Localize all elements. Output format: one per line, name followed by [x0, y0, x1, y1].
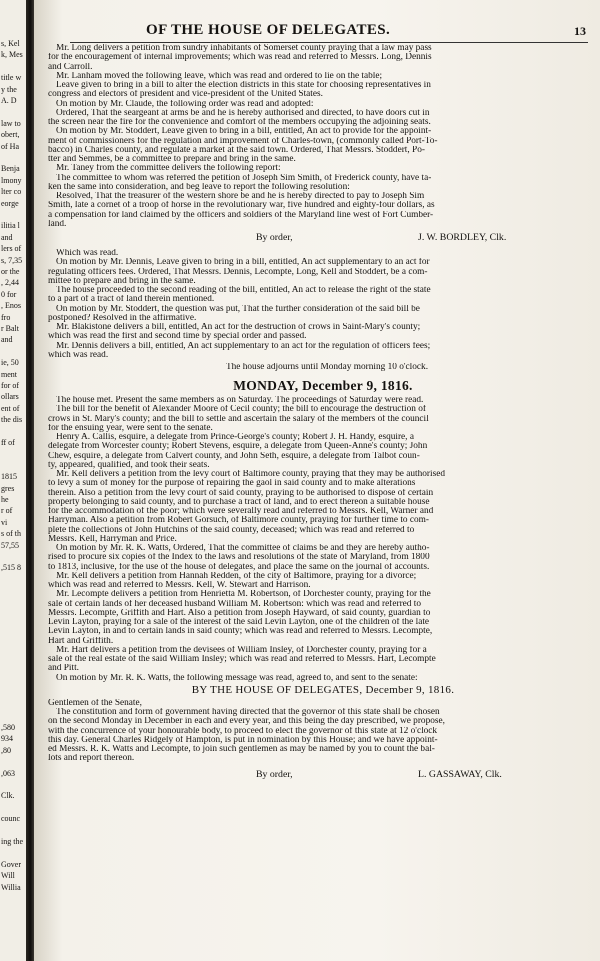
text-line: to 1813, inclusive, for the use of the house of delegates, and place the same on the journal of accounts. [48, 562, 430, 572]
text-line: Mr. Blakistone delivers a bill, entitled, An act for the destruction of crows in Saint-Mary's county; [56, 323, 421, 332]
clerk-signature: J. W. BORDLEY, Clk. [418, 233, 507, 243]
text-line: for the encouragement of internal improvements; which was read and referred to Messrs. Long, Dennis [48, 53, 432, 63]
text-line: to levy a sum of money for the purpose of repairing the gaol in said county and to make alterations [48, 479, 416, 489]
page-title: OF THE HOUSE OF DELEGATES. [146, 22, 391, 38]
margin-fragment: r Balt [1, 325, 19, 333]
margin-fragment: 57,55 [1, 541, 19, 550]
text-line: and Pitt. [48, 664, 79, 674]
adjournment-line: The house adjourns until Monday morning 10 o'clock. [225, 363, 429, 372]
text-line: sale of certain lands of her deceased husband William M. Robertson: which was read and referred to [48, 599, 422, 609]
margin-fragment: 0 for [1, 290, 17, 299]
text-line: tter and Semmes, be a committee to prepare and bring in the same. [48, 155, 296, 164]
text-line: Mr. Taney from the committee delivers the following report: [56, 164, 281, 174]
text-line: The house met. Present the same members as on Saturday. The proceedings of Saturday were read. [56, 396, 424, 405]
text-line: therein. Also a petition from the levy court of said county, praying to be authorised to dispose of certain [48, 488, 434, 498]
document-page [34, 0, 600, 961]
margin-fragment: ent of [1, 404, 20, 413]
text-line: Levin Layton, praying for a sale of the interest of the said Levin Layton, one of the children of the late [48, 618, 430, 627]
margin-fragment: s of th [1, 530, 21, 539]
text-line: Ordered, That the seargeant at arms be and he is hereby authorised and directed, to have doors cut in [56, 108, 430, 118]
margin-fragment: s, Kel [1, 40, 20, 48]
text-line: which was read and referred to Messrs. Kell, W. Stewart and Harrison. [48, 581, 311, 590]
margin-fragment: fro [1, 313, 11, 322]
header-rule [70, 42, 588, 43]
margin-fragment: y the [1, 85, 17, 94]
margin-fragment: or the [1, 268, 20, 276]
margin-fragment: lter co [1, 188, 22, 197]
margin-fragment: counc [1, 815, 21, 824]
margin-fragment: , 2,44 [1, 279, 19, 288]
text-line: On motion by Mr. Dennis, Leave given to bring in a bill, entitled, An act supplementary to an act for [56, 258, 430, 268]
text-line: Chew, esquire, a delegate from Calvert county, and John Seth, esquire, a delegate from Talbot coun- [48, 451, 420, 461]
margin-fragment: Gover [1, 860, 21, 869]
margin-fragment: ff of [1, 439, 15, 447]
clerk-signature: L. GASSAWAY, Clk. [418, 769, 502, 780]
text-line: Mr. Long delivers a petition from sundry inhabitants of Somerset county praying that a law may pass [56, 44, 432, 53]
text-line: and Carroll. [48, 62, 93, 72]
text-line: Messrs. Lecompte, Griffith and Hart. Also a petition from Joseph Hayward, of said county, guardian to [48, 608, 431, 618]
margin-fragment: the dis [1, 416, 23, 425]
text-line: ken the same into consideration, and beg leave to report the following resolution: [48, 182, 350, 192]
text-line: Leave given to bring in a bill to alter the election districts in this state for choosing representatives in [56, 81, 431, 90]
page-header [116, 22, 586, 42]
margin-fragment: lmony [1, 176, 22, 185]
margin-fragment: Clk. [1, 792, 15, 801]
text-line: for the ensuing year, were sent to the senate. [48, 423, 213, 433]
margin-fragment: k, Mes [1, 51, 23, 60]
text-line: ed Messrs. R. K. Watts and Lecompte, to join such gentlemen as may be named by you to count the bal- [48, 745, 435, 754]
margin-fragment: and [1, 233, 13, 242]
salutation-line: Gentlemen of the Senate, [48, 698, 142, 708]
text-line: Resolved, That the treasurer of the western shore be and he is hereby directed to pay to Joseph Sim [56, 192, 425, 201]
margin-fragment: 934 [1, 735, 13, 744]
text-line: The constitution and form of government having directed that the governor of this state shall be chosen [56, 708, 440, 717]
text-line: On motion by Mr. Stoddert, Leave given to bring in a bill, entitled, An act to provide for the appoint- [56, 127, 432, 137]
text-line: Levin Layton, in and to certain lands in said county; which was read and referred to Messrs. Lecompte, [48, 627, 433, 637]
text-line: which was read the first and second time by special order and passed. [48, 332, 307, 342]
left-margin-strip [0, 0, 26, 961]
margin-fragment: s, 7,35 [1, 256, 23, 265]
text-line: mittee to prepare and bring in the same. [48, 276, 196, 286]
text-line: Mr. Kell delivers a petition from Hannah Redden, of the city of Baltimore, praying for a divorce; [56, 571, 417, 581]
order-signature-gassaway [34, 770, 600, 782]
text-line: ment of commissioners for the regulation and improvement of Charles-town, (commonly called Port-To- [48, 136, 438, 146]
margin-fragment: ,580 [1, 724, 15, 732]
text-line: Mr. Dennis delivers a bill, entitled, An act supplementary to an act for the regulation of officers fees; [56, 341, 431, 351]
margin-fragment: ,063 [1, 769, 15, 778]
margin-fragment: obert, [1, 131, 20, 140]
margin-fragment: , Enos [1, 302, 21, 311]
text-line: The house proceeded to the second reading of the bill, entitled, An act to release the right of the state [56, 286, 431, 295]
margin-fragment: 1815 [1, 473, 17, 482]
by-order-text: By order, [256, 233, 293, 243]
margin-fragment: A. D [1, 97, 17, 105]
text-line: with the concurrence of your honourable body, to proceed to elect the governor of this state at 12 o'clock [48, 726, 438, 736]
text-line: crows in St. Mary's county; and the bill to settle and ascertain the salary of the members of the council [48, 414, 429, 424]
book-spine-shadow [26, 0, 34, 961]
text-line: this day. General Charles Ridgely of Hampton, is put in nomination by this House; and we have appoint- [48, 735, 438, 745]
text-line: for the accommodation of the poor; which were severally read and referred to Messrs. Kell, Warner and [48, 507, 434, 516]
margin-fragment: for of [1, 382, 19, 390]
text-line: congress and electors of president and vice-president of the United States. [48, 90, 323, 100]
margin-fragment: r of [1, 507, 13, 516]
margin-fragment: law to [1, 119, 21, 128]
text-line: Mr. Kell delivers a petition from the levy court of Baltimore county, praying that they may be authorised [56, 470, 445, 479]
text-line: delegate from Worcester county; Robert Stevens, esquire, a delegate from Queen-Anne's county; John [48, 442, 428, 452]
text-line: postponed? Resolved in the affirmative. [48, 313, 197, 323]
text-line: The committee to whom was referred the petition of Joseph Sim Smith, of Frederick county, have ta- [56, 173, 432, 183]
text-line: Which was read. [56, 249, 119, 258]
text-line: ty, appeared, qualified, and took their seats. [48, 460, 210, 470]
text-line: the screen near the fire for the convenience and comfort of the members occupying the adjoining seats. [48, 118, 431, 127]
text-line: Smith, late a cornet of a troop of horse in the revolutionary war, five hundred and eighty-four dollars, as [48, 201, 435, 211]
text-line: regulating officers fees. Ordered, That Messrs. Dennis, Lecompte, Long, Kell and Stoddert, be a com- [48, 267, 428, 277]
margin-fragment: ilitia l [1, 222, 20, 231]
text-line: to a part of a tract of land therein mentioned. [48, 295, 215, 305]
margin-fragment: Willia [1, 883, 21, 892]
text-line: The bill for the benefit of Alexander Moore of Cecil county; the bill to encourage the destruction of [56, 405, 426, 415]
margin-fragment: eorge [1, 199, 19, 208]
margin-fragment: and [1, 336, 13, 345]
text-line: Mr. Lanham moved the following leave, which was read and ordered to lie on the table; [56, 71, 383, 81]
date-heading: MONDAY, December 9, 1816. [233, 379, 413, 393]
text-line: property belonging to said county, and to purchase a tract of land, and to erect thereon a suitable house [48, 497, 430, 507]
text-line: On motion by Mr. Claude, the following order was read and adopted: [56, 99, 314, 109]
text-line: on the second Monday in December in each and every year, and this being the day prescribed, we propose, [48, 717, 445, 727]
text-line: plete the collections of John Hutchins of the said county, deceased; which was read and referred to [48, 525, 415, 535]
margin-fragment: ie, 50 [1, 359, 19, 368]
text-line: lots and report thereon. [48, 754, 135, 764]
text-line: sale of the real estate of the said William Insley; which was read and referred to Messrs. Hart, Lecompte [48, 655, 436, 664]
text-line: Mr. Hart delivers a petition from the devisees of William Insley, of Dorchester county, praying for a [56, 645, 427, 655]
margin-fragment: he [1, 496, 9, 504]
text-line: On motion by Mr. Stoddert, the question was put, That the further consideration of the said bill be [56, 304, 420, 314]
margin-fragment: lers of [1, 245, 22, 254]
text-line: Henry A. Callis, esquire, a delegate from Prince-George's county; Robert J. H. Handy, esquire, a [56, 433, 414, 442]
text-line: On motion by Mr. R. K. Watts, the following message was read, agreed to, and sent to the senate: [56, 673, 418, 683]
margin-fragment: of Ha [1, 142, 19, 151]
margin-fragment: Will [1, 872, 15, 881]
margin-fragment: title w [1, 74, 22, 83]
margin-fragment: gres [1, 484, 15, 493]
text-line: Mr. Lecompte delivers a petition from Henrietta M. Robertson, of Dorchester county, praying for the [56, 590, 431, 600]
margin-fragment: ollars [1, 393, 19, 402]
text-line: Messrs. Kell, Harryman and Price. [48, 534, 177, 544]
margin-fragment: vi [1, 518, 8, 527]
message-heading: BY THE HOUSE OF DELEGATES, December 9, 1816. [191, 684, 455, 696]
margin-fragment: Benja [1, 165, 20, 174]
margin-fragment: ,80 [1, 746, 11, 755]
text-line: bacco) in Charles county, and regulate a market at the said town. Ordered, That Messrs. Stoddert, Po- [48, 145, 425, 155]
margin-fragment: ing the [1, 838, 23, 846]
by-order-text: By order, [256, 769, 293, 780]
journal-text [34, 44, 600, 960]
order-signature-bordley [34, 233, 600, 245]
text-line: Hart and Griffith. [48, 636, 114, 646]
text-line: which was read. [48, 350, 109, 360]
text-line: rised to procure six copies of the Index to the laws and resolutions of the state of Maryland, from 1800 [48, 553, 430, 563]
text-line: a compensation for land claimed by the officers and soldiers of the Maryland line west of Fort Cumber- [48, 210, 434, 220]
text-line: On motion by Mr. R. K. Watts, Ordered, That the committee of claims be and they are hereby autho- [56, 544, 430, 553]
page-number: 13 [574, 24, 586, 38]
margin-fragment: ment [1, 370, 17, 379]
margin-fragment: ,515 8 [1, 564, 21, 573]
text-line: land. [48, 219, 67, 229]
text-line: Harryman. Also a petition from Robert Gorsuch, of Baltimore county, praying for further time to com- [48, 516, 429, 526]
